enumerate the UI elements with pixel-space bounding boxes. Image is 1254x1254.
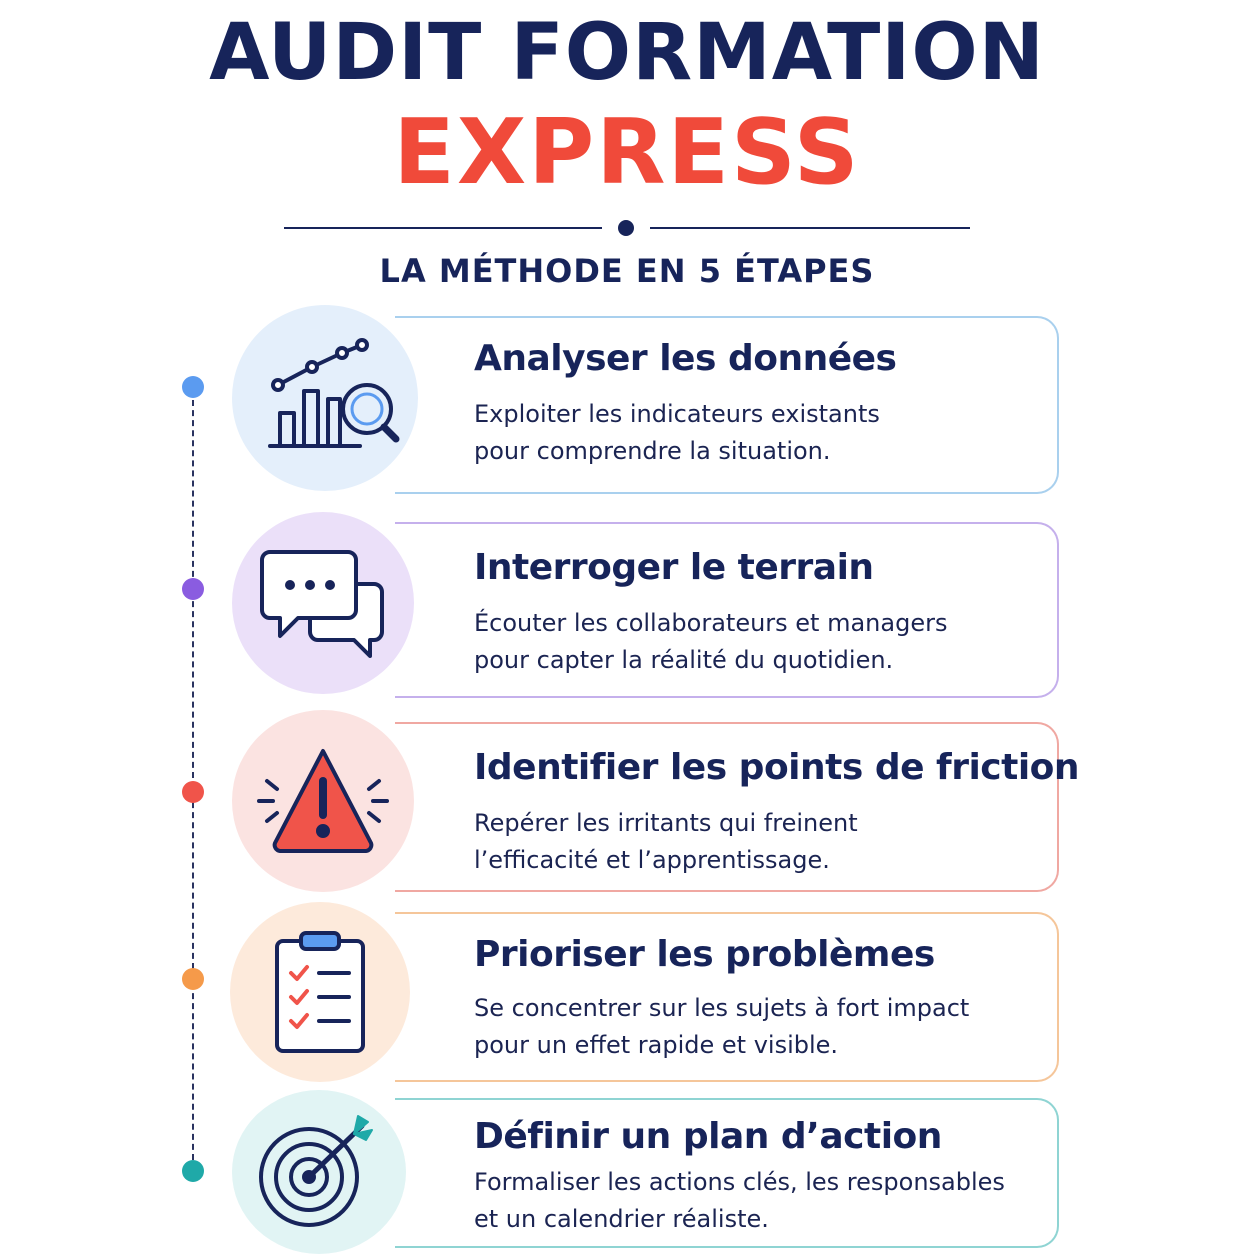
step-icon-circle-4 — [230, 902, 410, 1082]
step-icon-circle-3 — [232, 710, 414, 892]
timeline-dot-2 — [182, 578, 204, 600]
step-icon-circle-5 — [232, 1090, 406, 1254]
step-desc-2: Écouter les collaborateurs et managers pour capter la réalité du quotidien. — [474, 609, 948, 674]
timeline-dot-4 — [182, 968, 204, 990]
step-desc-5: Formaliser les actions clés, les responsables et un calendrier réaliste. — [474, 1168, 1005, 1233]
step-icon-circle-1 — [232, 305, 418, 491]
chat-bubbles-icon — [258, 548, 388, 658]
timeline-dot-5 — [182, 1160, 204, 1182]
timeline-line — [192, 390, 194, 1170]
step-icon-circle-2 — [232, 512, 414, 694]
timeline-dot-1 — [182, 376, 204, 398]
title-line-1: AUDIT FORMATION — [209, 8, 1045, 98]
divider-dot — [618, 220, 634, 236]
step-desc-4: Se concentrer sur les sujets à fort impact pour un effet rapide et visible. — [474, 994, 970, 1059]
step-desc-1: Exploiter les indicateurs existants pour comprendre la situation. — [474, 400, 880, 465]
step-title-3: Identifier les points de friction — [474, 747, 1080, 788]
subtitle: LA MÉTHODE EN 5 ÉTAPES — [379, 252, 875, 290]
step-title-2: Interroger le terrain — [474, 547, 874, 588]
step-title-1: Analyser les données — [474, 338, 897, 379]
target-arrow-icon — [254, 1112, 384, 1232]
divider-right — [650, 227, 970, 229]
step-title-4: Prioriser les problèmes — [474, 934, 935, 975]
title-line-2: EXPRESS — [393, 100, 861, 205]
divider-left — [284, 227, 602, 229]
clipboard-checklist-icon — [265, 927, 375, 1057]
timeline-dot-3 — [182, 781, 204, 803]
step-desc-3: Repérer les irritants qui freinent l’efficacité et l’apprentissage. — [474, 809, 858, 874]
warning-triangle-icon — [253, 741, 393, 861]
chart-magnifier-icon — [250, 333, 400, 463]
step-title-5: Définir un plan d’action — [474, 1116, 942, 1157]
